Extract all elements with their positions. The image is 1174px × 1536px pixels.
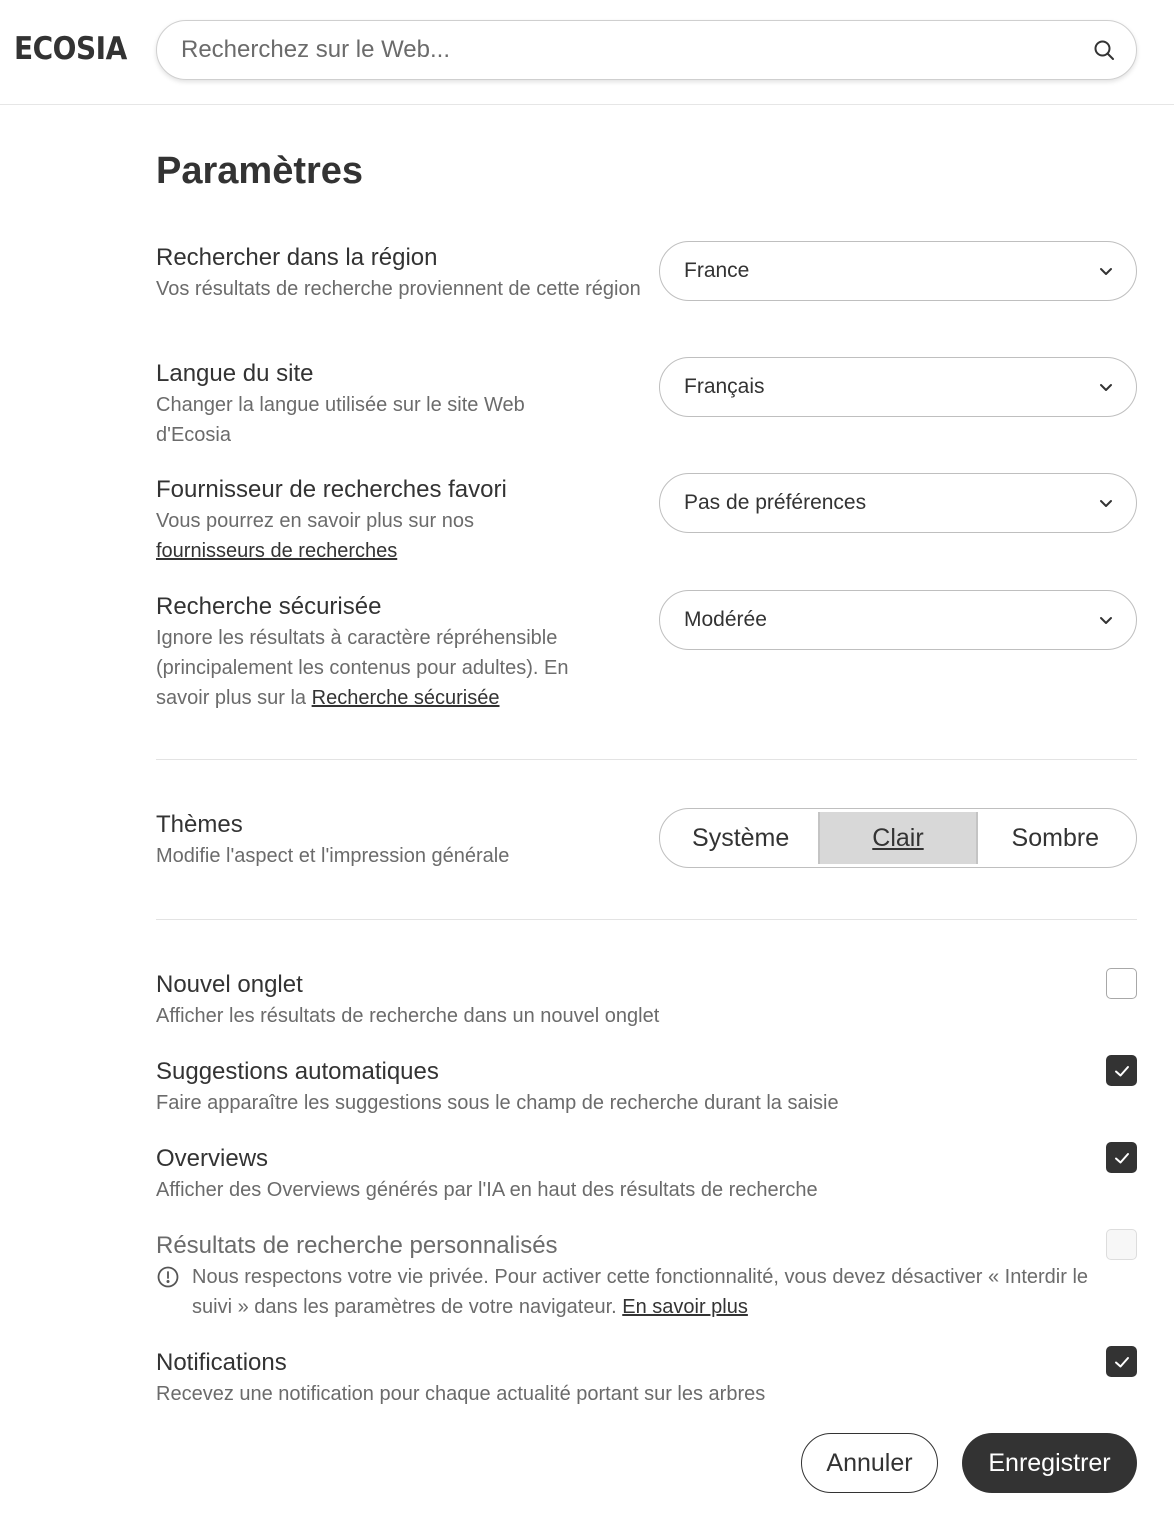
info-icon	[156, 1265, 180, 1289]
provider-select[interactable]	[659, 473, 1137, 533]
chevron-down-icon	[1098, 263, 1114, 279]
new-tab-desc: Afficher les résultats de recherche dans un nouvel onglet	[156, 1005, 660, 1027]
chevron-down-icon	[1098, 379, 1114, 395]
language-select[interactable]	[659, 357, 1137, 417]
safesearch-desc-text: Ignore les résultats à caractère répréhensible (principalement les contenus pour adultes). En savoir plus sur la	[156, 627, 569, 709]
provider-title: Fournisseur de recherches favori	[156, 476, 507, 503]
top-header	[0, 0, 1174, 105]
provider-select-value: Pas de préférences	[684, 491, 867, 514]
overviews-checkbox[interactable]	[1106, 1142, 1137, 1173]
search-bar[interactable]	[156, 20, 1137, 80]
divider	[156, 919, 1137, 920]
autosuggest-desc: Faire apparaître les suggestions sous le champ de recherche durant la saisie	[156, 1092, 839, 1114]
setting-autosuggest	[156, 1057, 1137, 1118]
setting-region	[156, 243, 1137, 304]
checkmark-icon	[1113, 1353, 1131, 1371]
save-button[interactable]: Enregistrer	[962, 1433, 1137, 1493]
safesearch-select-value: Modérée	[684, 608, 767, 631]
setting-notifications	[156, 1348, 1137, 1409]
region-title: Rechercher dans la région	[156, 244, 438, 271]
autosuggest-checkbox[interactable]	[1106, 1055, 1137, 1086]
new-tab-checkbox[interactable]	[1106, 968, 1137, 999]
checkmark-icon	[1113, 1062, 1131, 1080]
theme-toggle-group	[659, 808, 1137, 868]
checkmark-icon	[1113, 1149, 1131, 1167]
setting-themes	[156, 810, 1137, 871]
region-select[interactable]	[659, 241, 1137, 301]
theme-option-light[interactable]: Clair	[818, 812, 977, 864]
region-desc: Vos résultats de recherche proviennent de cette région	[156, 278, 641, 300]
theme-option-system[interactable]: Système	[692, 823, 790, 852]
provider-desc	[156, 506, 646, 566]
region-select-value: France	[684, 259, 750, 282]
themes-desc: Modifie l'aspect et l'impression générale	[156, 845, 510, 867]
search-icon[interactable]	[1090, 36, 1118, 64]
safesearch-link[interactable]: Recherche sécurisée	[311, 687, 500, 709]
provider-link[interactable]: fournisseurs de recherches	[156, 540, 398, 562]
personalized-checkbox	[1106, 1229, 1137, 1260]
cancel-button[interactable]: Annuler	[801, 1433, 938, 1493]
notifications-checkbox[interactable]	[1106, 1346, 1137, 1377]
safesearch-title: Recherche sécurisée	[156, 593, 382, 620]
language-desc: Changer la langue utilisée sur le site Web d'Ecosia	[156, 394, 525, 446]
divider	[156, 759, 1137, 760]
new-tab-title: Nouvel onglet	[156, 971, 303, 998]
setting-new-tab	[156, 970, 1137, 1031]
setting-provider	[156, 475, 1137, 566]
personalized-info-text	[192, 1262, 1092, 1322]
overviews-title: Overviews	[156, 1145, 269, 1172]
personalized-info	[156, 1262, 1096, 1322]
setting-overviews	[156, 1144, 1137, 1205]
search-input[interactable]	[181, 36, 1090, 64]
autosuggest-title: Suggestions automatiques	[156, 1058, 439, 1085]
setting-safesearch	[156, 592, 1137, 713]
language-title: Langue du site	[156, 360, 314, 387]
ecosia-logo[interactable]: ECOSIA	[14, 30, 127, 67]
chevron-down-icon	[1098, 612, 1114, 628]
page-title: Paramètres	[156, 150, 364, 192]
provider-desc-text: Vous pourrez en savoir plus sur nos	[156, 510, 474, 532]
notifications-desc: Recevez une notification pour chaque actualité portant sur les arbres	[156, 1383, 766, 1405]
language-select-value: Français	[684, 375, 765, 398]
theme-option-dark[interactable]: Sombre	[1011, 823, 1100, 852]
setting-language	[156, 359, 1137, 450]
setting-personalized	[156, 1231, 1137, 1322]
safesearch-select[interactable]	[659, 590, 1137, 650]
safesearch-desc	[156, 623, 626, 713]
overviews-desc: Afficher des Overviews générés par l'IA en haut des résultats de recherche	[156, 1179, 818, 1201]
chevron-down-icon	[1098, 495, 1114, 511]
notifications-title: Notifications	[156, 1349, 287, 1376]
themes-title: Thèmes	[156, 811, 243, 838]
personalized-info-body: Nous respectons votre vie privée. Pour activer cette fonctionnalité, vous devez désactiver « Interdir le suivi » dans les paramètres de votre navigateur.	[192, 1266, 1089, 1318]
personalized-learn-more-link[interactable]: En savoir plus	[622, 1296, 748, 1318]
personalized-title: Résultats de recherche personnalisés	[156, 1232, 558, 1259]
